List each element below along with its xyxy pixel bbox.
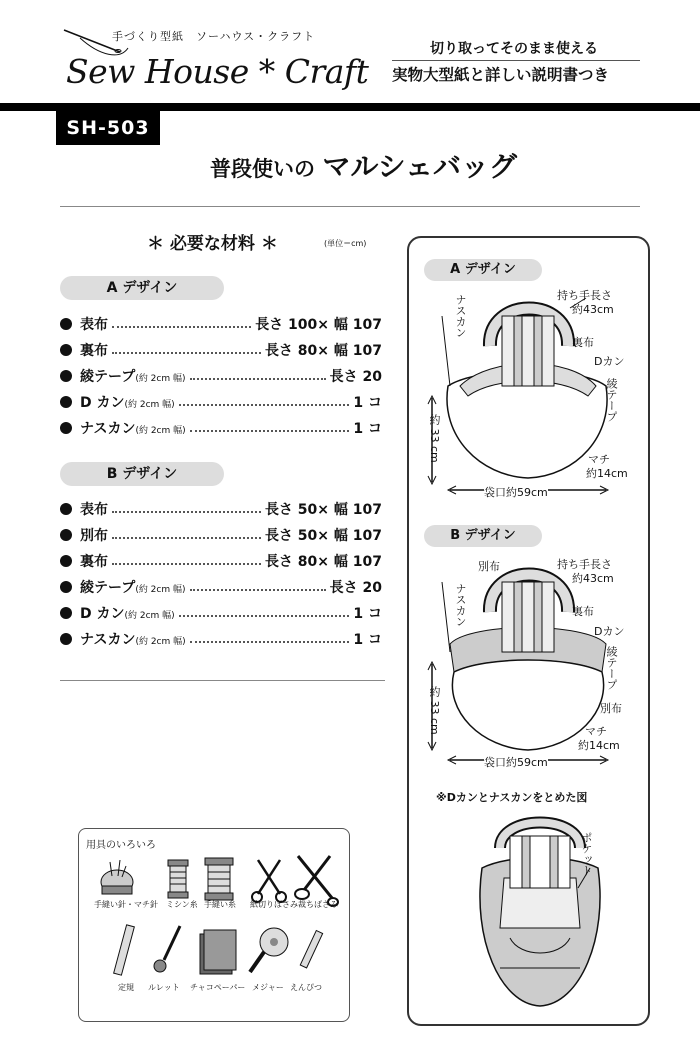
tracing-wheel-icon (154, 926, 180, 972)
material-spec: 1 コ (353, 606, 382, 622)
unit-note: (単位＝cm) (324, 239, 367, 248)
leader-dots (179, 404, 350, 406)
diagram-a-label: A デザイン (424, 259, 542, 281)
design-a-label: A デザイン (60, 276, 224, 300)
product-title-main: マルシェバッグ (322, 150, 518, 183)
label-gusset: マチ (588, 453, 610, 466)
header-rule (0, 103, 700, 111)
design-b-label: B デザイン (60, 462, 224, 486)
bullet-icon (60, 633, 72, 645)
hand-thread-icon (205, 858, 233, 900)
materials-title: ＊ 必要な材料 ＊ (147, 234, 278, 254)
tool-label: 紙切りばさみ (250, 900, 298, 909)
chalk-paper-icon (200, 930, 236, 974)
material-name: 表布 (80, 317, 108, 333)
material-spec: 長さ 80× 幅 107 (264, 554, 382, 570)
product-title (210, 145, 517, 185)
material-spec: 長さ 50× 幅 107 (264, 502, 382, 518)
leader-dots (112, 326, 251, 328)
bullet-icon (60, 581, 72, 593)
leader-dots (190, 589, 326, 591)
leader-dots (112, 352, 261, 354)
tools-illustrations (80, 850, 348, 980)
leader-dots (190, 430, 350, 432)
label-betsununo-2: 別布 (600, 702, 622, 715)
tool-label: ルレット (148, 983, 180, 992)
material-row (60, 312, 382, 336)
ruler-icon (114, 925, 135, 975)
material-row (60, 549, 382, 573)
material-name: ナスカン (80, 421, 136, 437)
material-spec: 1 コ (353, 395, 382, 411)
label-height: 約 33 cm (428, 686, 441, 735)
tool-label: ミシン糸 (166, 900, 198, 909)
material-name: 綾テープ (80, 369, 136, 385)
material-spec: 長さ 100× 幅 107 (255, 317, 382, 333)
dkan-nasukan-note: ※Dカンとナスカンをとめた図 (436, 791, 588, 804)
diagram-b-label: B デザイン (424, 525, 542, 547)
label-gusset: マチ (585, 725, 607, 738)
material-row (60, 390, 382, 414)
tool-label: チャコペーパー (190, 983, 246, 992)
leader-dots (112, 537, 261, 539)
label-dkan: Dカン (594, 625, 625, 638)
label-handle: 持ち手長さ (557, 289, 612, 302)
material-row (60, 627, 382, 651)
label-handle-length: 約43cm (572, 303, 614, 316)
brand-logo: Sew House * Craft (66, 52, 369, 91)
material-spec: 長さ 20 (329, 580, 382, 596)
bullet-icon (60, 503, 72, 515)
title-divider (60, 206, 640, 207)
label-gusset-length: 約14cm (586, 467, 628, 480)
bullet-icon (60, 555, 72, 567)
material-name: 表布 (80, 502, 108, 518)
label-dkan: Dカン (594, 355, 625, 368)
material-spec: 長さ 50× 幅 107 (264, 528, 382, 544)
leader-dots (190, 378, 326, 380)
label-lining: 裏布 (572, 605, 594, 618)
label-tape: 綾テープ (605, 646, 618, 690)
material-name: 綾テープ (80, 580, 136, 596)
tools-title: 用具のいろいろ (86, 840, 156, 851)
label-opening: 袋口約59cm (484, 486, 548, 499)
material-spec: 長さ 80× 幅 107 (264, 343, 382, 359)
pincushion-icon (101, 860, 133, 894)
material-row (60, 416, 382, 440)
material-row (60, 523, 382, 547)
material-spec: 1 コ (353, 421, 382, 437)
material-spec: 長さ 20 (329, 369, 382, 385)
tagline-2: 実物大型紙と詳しい説明書つき (392, 66, 610, 84)
label-betsununo: 別布 (478, 560, 500, 573)
material-name: 裏布 (80, 343, 108, 359)
bullet-icon (60, 318, 72, 330)
pencil-icon (300, 931, 322, 968)
material-name: ナスカン (80, 632, 136, 648)
material-row (60, 364, 382, 388)
product-title-prefix: 普段使いの (210, 157, 315, 181)
material-row (60, 338, 382, 362)
material-note: (約 2cm 幅) (135, 374, 186, 384)
label-nasukan: ナスカン (454, 583, 467, 627)
tool-label: 裁ちばさみ (298, 900, 338, 909)
materials-divider (60, 680, 385, 681)
paper-scissors-icon (252, 860, 286, 902)
brand-subtitle: 手づくり型紙 ソーハウス・クラフト (112, 30, 316, 43)
bullet-icon (60, 344, 72, 356)
tool-label: えんぴつ (290, 983, 322, 992)
label-lining: 裏布 (572, 336, 594, 349)
tool-label: 手縫い糸 (204, 900, 236, 909)
tagline-1: 切り取ってそのまま使える (430, 41, 598, 57)
tagline-rule (392, 60, 640, 61)
leader-dots (112, 563, 261, 565)
material-note: (約 2cm 幅) (124, 400, 175, 410)
bag-clasped-illustration (470, 808, 620, 1014)
label-gusset-length: 約14cm (578, 739, 620, 752)
bullet-icon (60, 370, 72, 382)
bullet-icon (60, 607, 72, 619)
material-name: D カン (80, 395, 125, 411)
material-note: (約 2cm 幅) (135, 637, 186, 647)
machine-thread-icon (168, 860, 188, 898)
material-name: 裏布 (80, 554, 108, 570)
tool-label: 手縫い針・マチ針 (94, 900, 158, 909)
label-opening: 袋口約59cm (484, 756, 548, 769)
label-height: 約 33 cm (428, 414, 441, 463)
label-tape: 綾テープ (605, 378, 618, 422)
material-note: (約 2cm 幅) (124, 611, 175, 621)
label-pocket: ポケット (580, 832, 593, 876)
label-handle-length: 約43cm (572, 572, 614, 585)
label-nasukan: ナスカン (454, 294, 467, 338)
leader-dots (112, 511, 261, 513)
material-name: 別布 (80, 528, 108, 544)
material-spec: 1 コ (353, 632, 382, 648)
label-handle: 持ち手長さ (557, 558, 612, 571)
material-row (60, 575, 382, 599)
leader-dots (179, 615, 350, 617)
product-code: SH-503 (56, 111, 160, 145)
material-row (60, 601, 382, 625)
bullet-icon (60, 396, 72, 408)
bullet-icon (60, 422, 72, 434)
material-row (60, 497, 382, 521)
material-name: D カン (80, 606, 125, 622)
measuring-tape-icon (250, 928, 288, 972)
bullet-icon (60, 529, 72, 541)
leader-dots (190, 641, 350, 643)
tool-label: 定規 (118, 983, 134, 992)
material-note: (約 2cm 幅) (135, 585, 186, 595)
material-note: (約 2cm 幅) (135, 426, 186, 436)
tool-label: メジャー (252, 983, 284, 992)
